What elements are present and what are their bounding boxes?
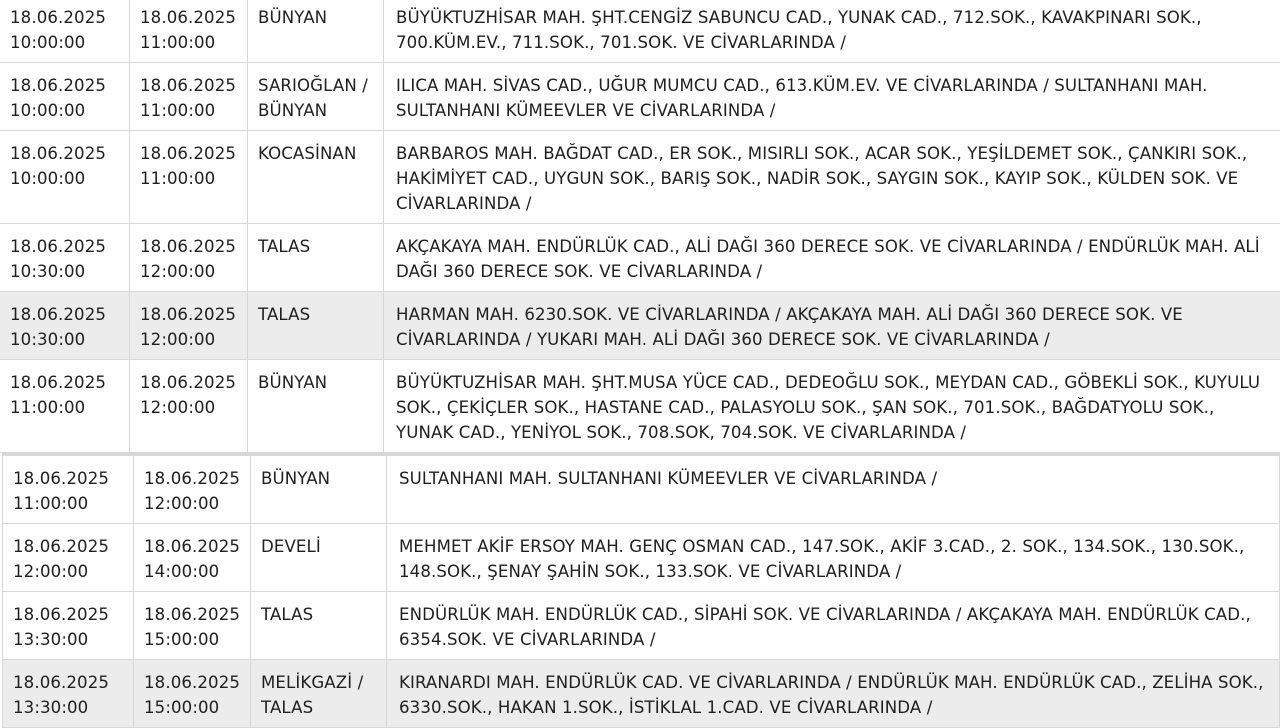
end-cell [130, 131, 248, 224]
end-time: 15:00:00 [144, 695, 240, 720]
start-cell [3, 455, 134, 524]
address-cell: KIRANARDI MAH. ENDÜRLÜK CAD. VE CİVARLARINDA / ENDÜRLÜK MAH. ENDÜRLÜK CAD., ZELİHA SOK., 6330.SOK., HAKAN 1.SOK., İSTİKLAL 1.CAD. VE CİVARLARINDA / [387, 660, 1280, 728]
end-time: 12:00:00 [140, 259, 237, 284]
end-date: 18.06.2025 [140, 141, 237, 166]
start-cell [0, 0, 130, 63]
start-time: 10:00:00 [10, 98, 119, 123]
end-cell [130, 0, 248, 63]
district-cell: TALAS [248, 224, 384, 292]
table-row [0, 360, 1280, 453]
start-date: 18.06.2025 [10, 73, 119, 98]
end-time: 12:00:00 [144, 491, 240, 516]
district-cell: BÜNYAN [248, 0, 384, 63]
end-cell [134, 660, 251, 728]
start-time: 10:30:00 [10, 327, 119, 352]
outage-table-bottom [2, 453, 1280, 728]
end-cell [130, 360, 248, 453]
district-cell: BÜNYAN [248, 360, 384, 453]
table-row [0, 131, 1280, 224]
start-cell [0, 224, 130, 292]
end-time: 11:00:00 [140, 98, 237, 123]
start-cell [3, 524, 134, 592]
start-date: 18.06.2025 [10, 234, 119, 259]
end-cell [130, 292, 248, 360]
district-cell: TALAS [251, 592, 387, 660]
address-cell: BARBAROS MAH. BAĞDAT CAD., ER SOK., MISIRLI SOK., ACAR SOK., YEŞİLDEMET SOK., ÇANKIRI SOK., HAKİMİYET CAD., UYGUN SOK., BARIŞ SOK., NADİR SOK., SAYGIN SOK., KAYIP SOK., KÜLDEN SOK. VE CİVARLARINDA / [384, 131, 1280, 224]
table-row [3, 660, 1280, 728]
start-time: 13:30:00 [13, 695, 123, 720]
end-time: 12:00:00 [140, 395, 237, 420]
end-time: 14:00:00 [144, 559, 240, 584]
end-date: 18.06.2025 [140, 302, 237, 327]
start-time: 10:30:00 [10, 259, 119, 284]
end-date: 18.06.2025 [144, 602, 240, 627]
start-cell [0, 360, 130, 453]
start-cell [3, 592, 134, 660]
district-cell: SARIOĞLAN / BÜNYAN [248, 63, 384, 131]
end-date: 18.06.2025 [140, 73, 237, 98]
address-cell: SULTANHANI MAH. SULTANHANI KÜMEEVLER VE CİVARLARINDA / [387, 455, 1280, 524]
address-cell: ILICA MAH. SİVAS CAD., UĞUR MUMCU CAD., 613.KÜM.EV. VE CİVARLARINDA / SULTANHANI MAH. SULTANHANI KÜMEEVLER VE CİVARLARINDA / [384, 63, 1280, 131]
table-row [3, 455, 1280, 524]
start-time: 12:00:00 [13, 559, 123, 584]
end-date: 18.06.2025 [144, 466, 240, 491]
end-cell [134, 524, 251, 592]
start-time: 10:00:00 [10, 30, 119, 55]
start-cell [3, 660, 134, 728]
table-row [0, 0, 1280, 63]
end-date: 18.06.2025 [140, 370, 237, 395]
start-time: 13:30:00 [13, 627, 123, 652]
start-date: 18.06.2025 [13, 534, 123, 559]
start-time: 10:00:00 [10, 166, 119, 191]
start-date: 18.06.2025 [13, 466, 123, 491]
end-time: 15:00:00 [144, 627, 240, 652]
district-cell: MELİKGAZİ / TALAS [251, 660, 387, 728]
table-row [0, 292, 1280, 360]
table-row [0, 63, 1280, 131]
start-date: 18.06.2025 [10, 5, 119, 30]
district-cell: KOCASİNAN [248, 131, 384, 224]
start-cell [0, 292, 130, 360]
start-date: 18.06.2025 [10, 370, 119, 395]
start-cell [0, 131, 130, 224]
district-cell: BÜNYAN [251, 455, 387, 524]
address-cell: HARMAN MAH. 6230.SOK. VE CİVARLARINDA / AKÇAKAYA MAH. ALİ DAĞI 360 DERECE SOK. VE CİVARLARINDA / YUKARI MAH. ALİ DAĞI 360 DERECE SOK. VE CİVARLARINDA / [384, 292, 1280, 360]
start-date: 18.06.2025 [10, 302, 119, 327]
end-cell [130, 224, 248, 292]
district-cell: DEVELİ [251, 524, 387, 592]
end-cell [134, 455, 251, 524]
table-row [3, 524, 1280, 592]
end-cell [134, 592, 251, 660]
end-time: 11:00:00 [140, 30, 237, 55]
address-cell: AKÇAKAYA MAH. ENDÜRLÜK CAD., ALİ DAĞI 360 DERECE SOK. VE CİVARLARINDA / ENDÜRLÜK MAH. ALİ DAĞI 360 DERECE SOK. VE CİVARLARINDA / [384, 224, 1280, 292]
start-time: 11:00:00 [13, 491, 123, 516]
table-row [3, 592, 1280, 660]
start-date: 18.06.2025 [13, 602, 123, 627]
address-cell: MEHMET AKİF ERSOY MAH. GENÇ OSMAN CAD., 147.SOK., AKİF 3.CAD., 2. SOK., 134.SOK., 130.SOK., 148.SOK., ŞENAY ŞAHİN SOK., 133.SOK. VE CİVARLARINDA / [387, 524, 1280, 592]
start-date: 18.06.2025 [13, 670, 123, 695]
end-date: 18.06.2025 [140, 5, 237, 30]
start-date: 18.06.2025 [10, 141, 119, 166]
start-cell [0, 63, 130, 131]
end-date: 18.06.2025 [144, 670, 240, 695]
end-cell [130, 63, 248, 131]
end-date: 18.06.2025 [140, 234, 237, 259]
address-cell: BÜYÜKTUZHİSAR MAH. ŞHT.CENGİZ SABUNCU CAD., YUNAK CAD., 712.SOK., KAVAKPINARI SOK., 700.KÜM.EV., 711.SOK., 701.SOK. VE CİVARLARINDA / [384, 0, 1280, 63]
end-time: 12:00:00 [140, 327, 237, 352]
start-time: 11:00:00 [10, 395, 119, 420]
address-cell: ENDÜRLÜK MAH. ENDÜRLÜK CAD., SİPAHİ SOK. VE CİVARLARINDA / AKÇAKAYA MAH. ENDÜRLÜK CAD., 6354.SOK. VE CİVARLARINDA / [387, 592, 1280, 660]
table-row [0, 224, 1280, 292]
end-date: 18.06.2025 [144, 534, 240, 559]
address-cell: BÜYÜKTUZHİSAR MAH. ŞHT.MUSA YÜCE CAD., DEDEOĞLU SOK., MEYDAN CAD., GÖBEKLİ SOK., KUYULU SOK., ÇEKİÇLER SOK., HASTANE CAD., PALASYOLU SOK., ŞAN SOK., 701.SOK., BAĞDATYOLU SOK., YUNAK CAD., YENİYOL SOK., 708.SOK, 704.SOK. VE CİVARLARINDA / [384, 360, 1280, 453]
end-time: 11:00:00 [140, 166, 237, 191]
district-cell: TALAS [248, 292, 384, 360]
